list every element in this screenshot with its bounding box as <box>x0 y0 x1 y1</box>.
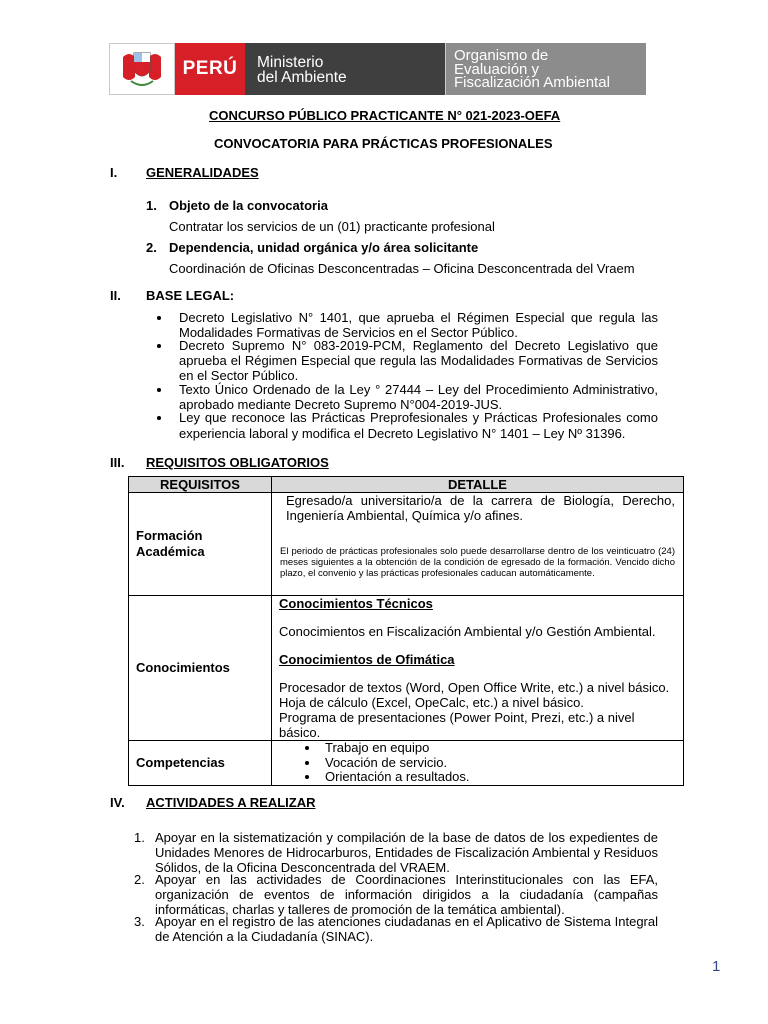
legal-bullet-3: Texto Único Ordenado de la Ley ° 27444 – Ley del Procedimiento Administrativo, aprobado mediante Decreto Supremo N°004-2019-JUS. <box>179 382 658 412</box>
activity-3-number: 3. <box>134 914 145 929</box>
bullet-icon <box>157 316 161 320</box>
section-3-number: III. <box>110 455 125 470</box>
bullet-icon <box>305 775 309 779</box>
row-label-formacion <box>129 493 272 596</box>
header-banner <box>109 43 646 95</box>
formacion-label: Formación Académica <box>136 528 205 559</box>
item-2-text: Coordinación de Oficinas Desconcentradas – Oficina Desconcentrada del Vraem <box>169 261 635 276</box>
competency-item <box>272 770 683 785</box>
item-1-title: Objeto de la convocatoria <box>169 198 328 213</box>
item-2-title: Dependencia, unidad orgánica y/o área solicitante <box>169 240 479 255</box>
office-knowledge-ppt: Programa de presentaciones (Power Point, Prezi, etc.) a nivel básico. <box>279 710 635 740</box>
competency-text: Trabajo en equipo <box>325 740 430 755</box>
peru-label: PERÚ <box>175 43 245 95</box>
page-number: 1 <box>712 958 721 975</box>
item-2-number: 2. <box>146 240 157 255</box>
section-1-heading: GENERALIDADES <box>146 165 259 180</box>
competencias-label: Competencias <box>136 754 225 770</box>
section-3-heading: REQUISITOS OBLIGATORIOS <box>146 455 329 470</box>
bullet-icon <box>305 746 309 750</box>
item-1-number: 1. <box>146 198 157 213</box>
activity-1-number: 1. <box>134 830 145 845</box>
column-header-requisitos: REQUISITOS <box>129 477 272 493</box>
column-header-detalle: DETALLE <box>272 477 684 493</box>
tech-knowledge-heading: Conocimientos Técnicos <box>279 596 433 611</box>
document-title: CONCURSO PÚBLICO PRACTICANTE N° 021-2023-OEFA <box>209 108 561 123</box>
legal-bullet-1: Decreto Legislativo N° 1401, que aprueba el Régimen Especial que regula las Modalidades Formativas de Servicios en el Sector Público. <box>179 310 658 340</box>
section-2-number: II. <box>110 288 121 303</box>
activity-2-number: 2. <box>134 872 145 887</box>
legal-bullet-4: Ley que reconoce las Prácticas Preprofesionales y Prácticas Profesionales como experiencia laboral y modifica el Decreto Legislativo N° 1401 – Ley Nº 31396. <box>179 410 658 441</box>
activity-2-text: Apoyar en las actividades de Coordinaciones Interinstitucionales con las EFA, organización de eventos de información dirigidos a la ciudadanía (campañas informáticas, charlas y talleres de promoción de la temática ambiental). <box>155 872 658 917</box>
requirements-table <box>128 476 684 786</box>
tech-knowledge-text: Conocimientos en Fiscalización Ambiental y/o Gestión Ambiental. <box>279 624 656 639</box>
section-2-heading: BASE LEGAL: <box>146 288 235 303</box>
competency-text: Vocación de servicio. <box>325 754 448 770</box>
formacion-note: El periodo de prácticas profesionales solo puede desarrollarse dentro de los veinticuatro (24) meses siguientes a la obtención de la condición de egresado de la formación. Vencido dicho plazo, el convenio y las prácticas profesionales caducan automáticamente. <box>280 546 675 579</box>
section-4-heading: ACTIVIDADES A REALIZAR <box>146 795 316 810</box>
competency-item <box>272 741 683 756</box>
activity-1-text: Apoyar en la sistematización y compilación de la base de datos de los expedientes de Unidades Menores de Hidrocarburos, Entidades de Fiscalización Ambiental y Residuos Sólidos, de la Oficina Desconcentrada del VRAEM. <box>155 830 658 875</box>
formacion-text: Egresado/a universitario/a de la carrera de Biología, Derecho, Ingeniería Ambiental, Química y/o afines. <box>286 493 675 523</box>
bullet-icon <box>157 388 161 392</box>
row-label-conocimientos <box>129 596 272 741</box>
ministry-label: Ministerio del Ambiente <box>245 43 445 95</box>
document-subtitle: CONVOCATORIA PARA PRÁCTICAS PROFESIONALES <box>214 136 553 151</box>
section-1-number: I. <box>110 165 118 180</box>
bullet-icon <box>157 416 161 420</box>
section-4-number: IV. <box>110 795 125 810</box>
competency-text: Orientación a resultados. <box>325 769 470 784</box>
legal-bullet-2: Decreto Supremo N° 083-2019-PCM, Reglamento del Decreto Legislativo que aprueba el Régimen Especial que regula las Modalidades Formativas de Servicios en el Sector Público. <box>179 338 658 383</box>
competency-item <box>272 756 683 771</box>
agency-label: Organismo de Evaluación y Fiscalización Ambiental <box>445 43 646 95</box>
activity-3-text: Apoyar en el registro de las atenciones ciudadanas en el Aplicativo de Sistema Integral de Atención a la Ciudadanía (SINAC). <box>155 914 658 944</box>
office-knowledge-excel: Hoja de cálculo (Excel, OpeCalc, etc.) a nivel básico. <box>279 695 584 710</box>
conocimientos-label: Conocimientos <box>136 660 230 675</box>
bullet-icon <box>157 344 161 348</box>
office-knowledge-heading: Conocimientos de Ofimática <box>279 652 455 667</box>
coat-of-arms-icon <box>109 43 175 95</box>
item-1-text: Contratar los servicios de un (01) practicante profesional <box>169 219 495 234</box>
bullet-icon <box>305 761 309 765</box>
row-label-competencias <box>129 741 272 786</box>
office-knowledge-word: Procesador de textos (Word, Open Office Write, etc.) a nivel básico. <box>279 680 670 695</box>
